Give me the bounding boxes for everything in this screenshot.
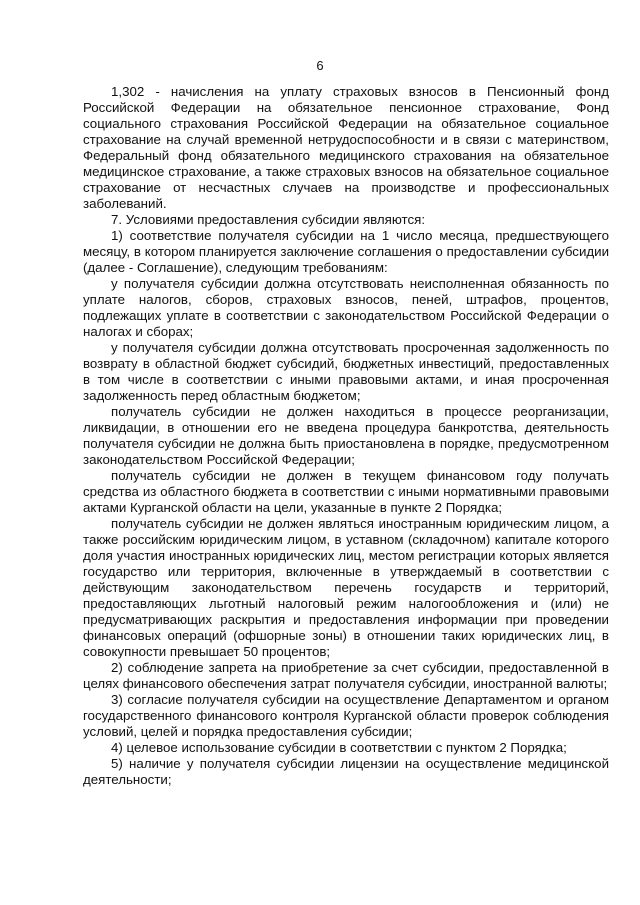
paragraph-condition-1: 1) соответствие получателя субсидии на 1 число месяца, предшествующего месяцу, в котором планируется заключение соглашения о предоставлении субсидии (далее - Соглашение), следующим требованиям: xyxy=(83,228,609,275)
paragraph-requirement-no-other-funds: получатель субсидии не должен в текущем финансовом году получать средства из областного бюджета в соответствии с иными нормативными правовыми актами Курганской области на цели, указанные в пункте 2 Порядка; xyxy=(83,468,609,515)
page-number: 6 xyxy=(316,58,324,73)
paragraph-requirement-not-foreign-entity: получатель субсидии не должен являться иностранным юридическим лицом, а также российским юридическим лицом, в уставном (складочном) капитале которого доля участия иностранных юридических лиц, местом регистрации которых является государство или территория, включенные в утверждаемый в соответствии с действующим законодательством перечень государств и территорий, предоставляющих льготный налоговый режим налогообложения и (или) не предусматривающих раскрытия и предоставления информации при проведении финансовых операций (офшорные зоны) в отношении таких юридических лиц, в совокупности превышает 50 процентов; xyxy=(83,516,609,659)
paragraph-condition-4: 4) целевое использование субсидии в соответствии с пунктом 2 Порядка; xyxy=(111,740,567,755)
paragraph-insurance-contributions: 1,302 - начисления на уплату страховых взносов в Пенсионный фонд Российской Федерации на обязательное пенсионное страхование, Фонд социального страхования Российской Федерации на обязательное социальное страхование на случай временной нетрудоспособности и в связи с материнством, Федеральный фонд обязательного медицинского страхования на обязательное медицинское страхование, а также страховых взносов на обязательное социальное страхование от несчастных случаев на производстве и профессиональных заболеваний. xyxy=(83,84,609,211)
paragraph-condition-3: 3) согласие получателя субсидии на осуществление Департаментом и органом государственного финансового контроля Курганской области проверок соблюдения условий, целей и порядка предоставления субсидии; xyxy=(83,692,609,739)
paragraph-condition-5: 5) наличие у получателя субсидии лицензии на осуществление медицинской деятельности; xyxy=(83,756,609,787)
paragraph-clause-7-heading: 7. Условиями предоставления субсидии являются: xyxy=(111,212,426,227)
paragraph-requirement-no-budget-debt: у получателя субсидии должна отсутствовать просроченная задолженность по возврату в областной бюджет субсидий, бюджетных инвестиций, предоставленных в том числе в соответствии с иными правовыми актами, и иная просроченная задолженность перед областным бюджетом; xyxy=(83,340,609,403)
paragraph-condition-2: 2) соблюдение запрета на приобретение за счет субсидии, предоставленной в целях финансового обеспечения затрат получателя субсидии, иностранной валюты; xyxy=(83,660,609,691)
paragraph-requirement-no-reorganization: получатель субсидии не должен находиться в процессе реорганизации, ликвидации, в отношении его не введена процедура банкротства, деятельность получателя субсидии не должна быть приостановлена в порядке, предусмотренном законодательством Российской Федерации; xyxy=(83,404,609,467)
document-body xyxy=(83,84,609,788)
paragraph-requirement-no-tax-debt: у получателя субсидии должна отсутствовать неисполненная обязанность по уплате налогов, сборов, страховых взносов, пеней, штрафов, процентов, подлежащих уплате в соответствии с законодательством Российской Федерации о налогах и сборах; xyxy=(83,276,609,339)
